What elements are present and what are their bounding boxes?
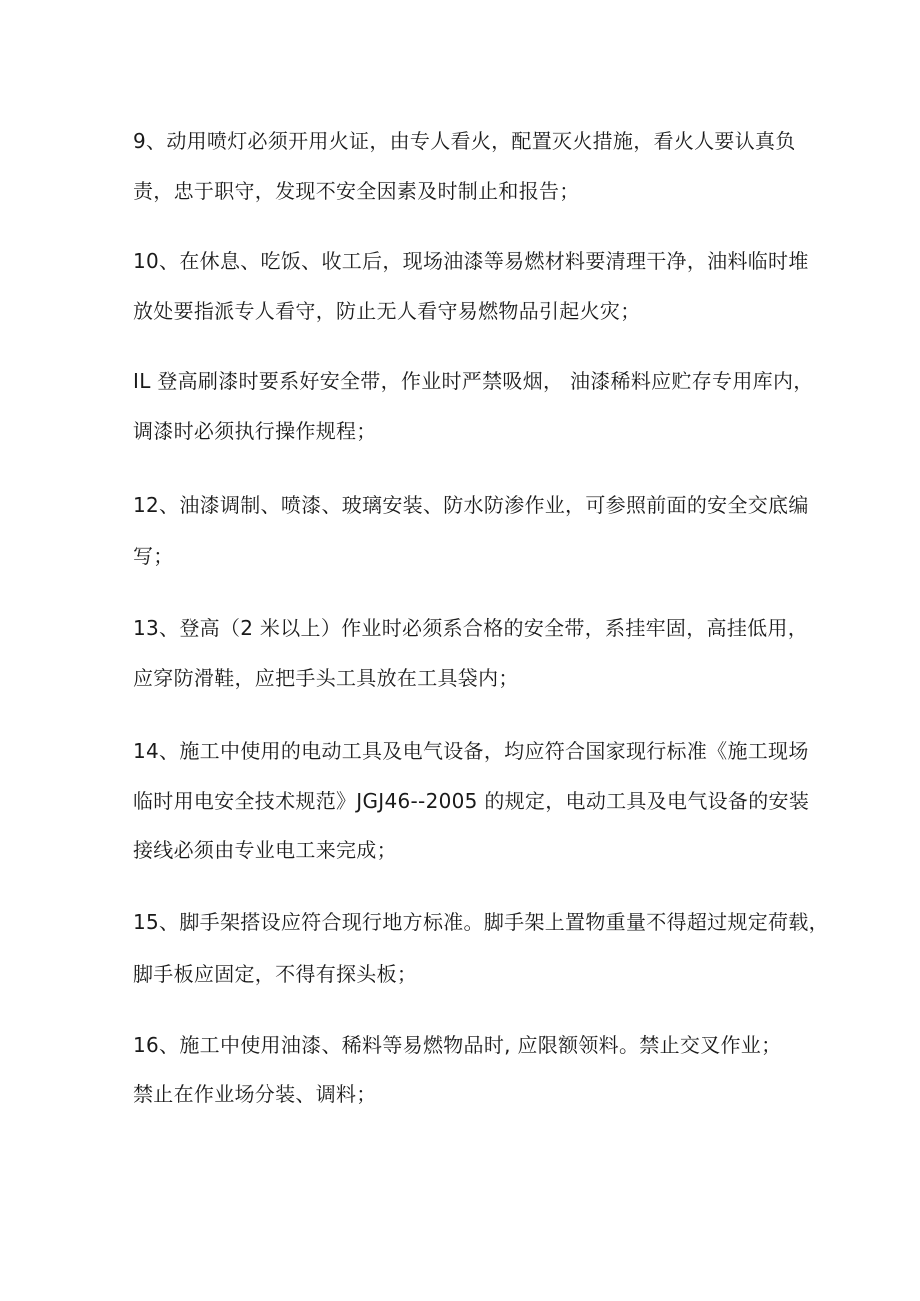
paragraph-9-line-1: 9、动用喷灯必须开用火证，由专人看火，配置灭火措施，看火人要认真负 bbox=[133, 129, 796, 153]
paragraph-11-line-2: 调漆时必须执行操作规程； bbox=[133, 419, 377, 443]
paragraph-16-line-1: 16、施工中使用油漆、稀料等易燃物品时, 应限额领料。禁止交叉作业； bbox=[133, 1033, 782, 1057]
paragraph-14-line-1: 14、施工中使用的电动工具及电气设备，均应符合国家现行标准《施工现场 bbox=[133, 739, 809, 763]
paragraph-16-line-2: 禁止在作业场分装、调料； bbox=[133, 1082, 377, 1106]
paragraph-13-line-1: 13、登高（2 米以上）作业时必须系合格的安全带，系挂牢固，高挂低用， bbox=[133, 616, 809, 640]
paragraph-15-line-1: 15、脚手架搭设应符合现行地方标准。脚手架上置物重量不得超过规定荷载， bbox=[133, 910, 829, 934]
paragraph-14-line-3: 接线必须由专业电工来完成； bbox=[133, 838, 397, 862]
paragraph-9-line-2: 责，忠于职守，发现不安全因素及时制止和报告； bbox=[133, 179, 580, 203]
paragraph-14-line-2: 临时用电安全技术规范》JGJ46--2005 的规定，电动工具及电气设备的安装 bbox=[133, 789, 810, 813]
paragraph-11-line-1: IL 登高刷漆时要系好安全带，作业时严禁吸烟， 油漆稀料应贮存专用库内， bbox=[133, 369, 814, 393]
paragraph-12-line-1: 12、油漆调制、喷漆、玻璃安装、防水防渗作业，可参照前面的安全交底编 bbox=[133, 493, 809, 517]
paragraph-13-line-2: 应穿防滑鞋，应把手头工具放在工具袋内； bbox=[133, 666, 519, 690]
paragraph-10-line-1: 10、在休息、吃饭、收工后，现场油漆等易燃材料要清理干净，油料临时堆 bbox=[133, 249, 809, 273]
paragraph-12-line-2: 写； bbox=[133, 544, 174, 568]
paragraph-15-line-2: 脚手板应固定，不得有探头板； bbox=[133, 962, 418, 986]
paragraph-10-line-2: 放处要指派专人看守，防止无人看守易燃物品引起火灾； bbox=[133, 299, 641, 323]
